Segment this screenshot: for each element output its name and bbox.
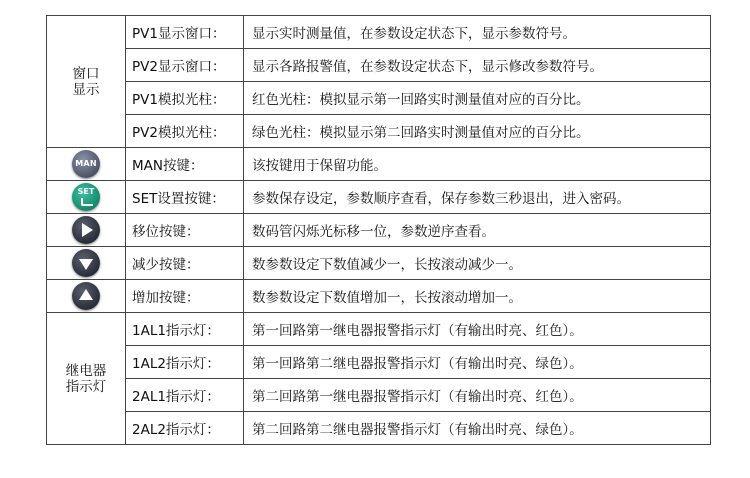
row-label: 2AL1指示灯：	[126, 379, 244, 412]
shift-button-icon-cell	[47, 214, 126, 247]
table-row	[47, 280, 711, 313]
row-label: 2AL2指示灯：	[126, 412, 244, 445]
row-label: 1AL1指示灯：	[126, 313, 244, 346]
row-description: 第一回路第一继电器报警指示灯（有输出时亮、红色）。	[244, 313, 711, 346]
table-row	[47, 181, 711, 214]
table-row	[47, 346, 711, 379]
table-row	[47, 82, 711, 115]
set-button-icon-cell	[47, 181, 126, 214]
table-row	[47, 313, 711, 346]
down-arrow-button-icon	[72, 249, 100, 277]
down-button-icon-cell	[47, 247, 126, 280]
row-description: 第二回路第二继电器报警指示灯（有输出时亮、绿色）。	[244, 412, 711, 445]
man-button-icon-cell	[47, 148, 126, 181]
row-description: 数参数设定下数值减少一，长按滚动减少一。	[244, 247, 711, 280]
row-label: PV1模拟光柱：	[126, 82, 244, 115]
row-description: 参数保存设定，参数顺序查看，保存参数三秒退出，进入密码。	[244, 181, 711, 214]
row-label: PV2显示窗口：	[126, 49, 244, 82]
row-description: 绿色光柱：模拟显示第二回路实时测量值对应的百分比。	[244, 115, 711, 148]
row-description: 数参数设定下数值增加一，长按滚动增加一。	[244, 280, 711, 313]
row-label: 增加按键：	[126, 280, 244, 313]
row-label: MAN按键：	[126, 148, 244, 181]
row-label: SET设置按键：	[126, 181, 244, 214]
table-row	[47, 148, 711, 181]
window-display-group-label: 窗口 显示	[47, 16, 126, 148]
relay-indicator-group-label: 继电器 指示灯	[47, 313, 126, 445]
row-description: 第二回路第一继电器报警指示灯（有输出时亮、红色）。	[244, 379, 711, 412]
spec-table	[46, 15, 711, 445]
table-row	[47, 214, 711, 247]
man-button-icon: MAN	[72, 150, 100, 178]
row-label: PV2模拟光柱：	[126, 115, 244, 148]
row-description: 该按键用于保留功能。	[244, 148, 711, 181]
row-description: 第一回路第二继电器报警指示灯（有输出时亮、绿色）。	[244, 346, 711, 379]
table-row	[47, 247, 711, 280]
row-description: 显示实时测量值，在参数设定状态下，显示参数符号。	[244, 16, 711, 49]
up-button-icon-cell	[47, 280, 126, 313]
row-label: PV1显示窗口：	[126, 16, 244, 49]
table-row	[47, 412, 711, 445]
row-description: 显示各路报警值，在参数设定状态下，显示修改参数符号。	[244, 49, 711, 82]
row-description: 红色光柱：模拟显示第一回路实时测量值对应的百分比。	[244, 82, 711, 115]
set-button-icon: SET	[72, 183, 100, 211]
table-row	[47, 379, 711, 412]
row-description: 数码管闪烁光标移一位，参数逆序查看。	[244, 214, 711, 247]
table-row	[47, 16, 711, 49]
table-row	[47, 49, 711, 82]
right-arrow-button-icon	[72, 216, 100, 244]
table-row	[47, 115, 711, 148]
up-arrow-button-icon	[72, 282, 100, 310]
row-label: 1AL2指示灯：	[126, 346, 244, 379]
row-label: 移位按键：	[126, 214, 244, 247]
row-label: 减少按键：	[126, 247, 244, 280]
